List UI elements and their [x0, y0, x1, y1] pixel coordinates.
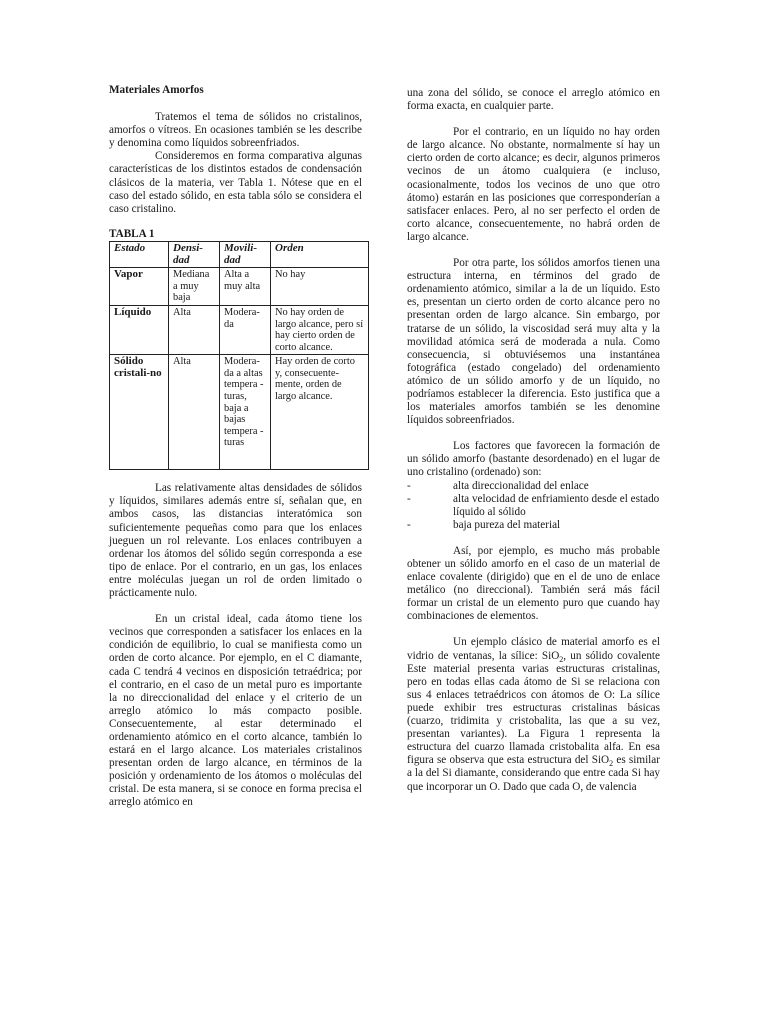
paragraph-ideal-crystal: En un cristal ideal, cada átomo tiene los vecinos que corresponden a satisfacer los enlaces en la condición de equilibrio, lo cual se manifiesta como un orden de corto alcance. Por ejemplo, en el C diamante, cada C tendrá 4 vecinos en disposición tetraédrica; por el contrario, en el caso de un metal puro es importante la no direccionalidad del enlace y el criterio de un arreglo atómico lo más compacto posible. Consecuentemente, al estar determinado el ordenamiento atómico en el corto alcance, también lo estará en el largo alcance. Los materiales cristalinos presentan orden de largo alcance, en términos de la posición y ordenamiento de los átomos o moléculas del cristal. De esta manera, si se conoce en forma precisa el arreglo atómico en: [109, 613, 362, 809]
paragraph-example: Así, por ejemplo, es mucho más probable obtener un sólido amorfo en el caso de un material de enlace covalente (dirigido) que en el de uno de enlace metálico (no direccional). También será más fácil formar un cristal de un elemento puro que cuando hay combinaciones de elementos.: [407, 544, 660, 623]
table-header-cell: Orden: [271, 241, 369, 267]
table-header-cell: Estado: [110, 241, 169, 267]
list-dash: -: [407, 492, 411, 505]
table-cell: Sólido cristali-no: [110, 355, 169, 470]
table-row: [110, 268, 369, 306]
table-cell: Hay orden de corto y, consecuente-mente, orden de largo alcance.: [271, 355, 369, 470]
table-cell: Modera-da: [220, 305, 271, 354]
table-cell: No hay: [271, 268, 369, 306]
table-row: [110, 305, 369, 354]
table-cell: Vapor: [110, 268, 169, 306]
table-header-row: [110, 241, 369, 267]
list-dash: -: [407, 479, 411, 492]
list-dash: -: [407, 518, 411, 531]
paragraph-densities: Las relativamente altas densidades de sólidos y líquidos, similares además entre sí, señalan que, en ambos casos, las distancias interatómica son suficientemente pequeñas como para que los enlaces jueguen un rol relevante. Los enlaces contribuyen a ordenar los átomos del sólido según corresponda a ese tipo de enlace. Por el contrario, en un gas, los enlaces entre moléculas juegan un rol de orden limitado o prácticamente nulo.: [109, 482, 362, 600]
table-cell: Mediana a muy baja: [169, 268, 220, 306]
paragraph-factors: Los factores que favorecen la formación de un sólido amorfo (bastante desordenado) en el lugar de uno cristalino (ordenado) son:: [407, 440, 660, 479]
section-title: Materiales Amorfos: [109, 84, 204, 96]
table-cell: Alta: [169, 305, 220, 354]
paragraph-liquid: Por el contrario, en un líquido no hay orden de largo alcance. No obstante, normalmente sí hay un cierto orden de corto alcance; es decir, algunos primeros vecinos de un átomo cualquiera (e incluso, ocasionalmente, todos los vecinos de uno que otro átomo) estarán en las posiciones que corresponderían a satisfacer enlaces. Pero, al no ser perfecto el orden de corto alcance, consecuentemente, no habrá orden de largo alcance.: [407, 126, 660, 243]
paragraph-intro: Tratemos el tema de sólidos no cristalinos, amorfos o vítreos. En ocasiones también se les describe y denomina como líquidos sobreenfriados.: [109, 111, 362, 150]
table-header-cell: Movili-dad: [220, 241, 271, 267]
paragraph-comparison: Consideremos en forma comparativa algunas características de los distintos estados de condensación clásicos de la materia, ver Tabla 1. Nótese que en el caso del estado sólido, en esta tabla sólo se considera el caso cristalino.: [109, 150, 362, 215]
table-cell: Alta: [169, 355, 220, 470]
list-item: - alta velocidad de enfriamiento desde el estado líquido al sólido: [407, 492, 660, 518]
states-table: [109, 241, 369, 470]
factors-list: [407, 480, 660, 532]
right-column: [407, 87, 660, 794]
table-header-cell: Densi-dad: [169, 241, 220, 267]
left-column: [109, 84, 362, 810]
paragraph-amorphous: Por otra parte, los sólidos amorfos tienen una estructura interna, en términos del grado de ordenamiento atómico, similar a la de un líquido. Esto es, presentan un cierto orden de corto alcance pero no presentan orden de largo alcance. Sin embargo, por tratarse de un sólido, la viscosidad será muy alta y la movilidad atómica será de moderada a nula. Como consecuencia, si obtuviésemos una instantánea fotográfica (estado congelado) del ordenamiento atómico de un sólido amorfo y de un líquido, no podríamos establecer la diferencia. Esto justifica que a los materiales amorfos también se les denomine líquidos sobreenfriados.: [407, 257, 660, 427]
list-item: - baja pureza del material: [407, 518, 561, 531]
list-item: - alta direccionalidad del enlace: [407, 479, 589, 492]
table-row: [110, 355, 369, 470]
table-cell: Modera-da a altas tempera - turas, baja a bajas tempera -turas: [220, 355, 271, 470]
table-cell: No hay orden de largo alcance, pero sí hay cierto orden de corto alcance.: [271, 305, 369, 354]
table-cell: Líquido: [110, 305, 169, 354]
table-cell: Alta a muy alta: [220, 268, 271, 306]
paragraph-silica: Un ejemplo clásico de material amorfo es el vidrio de ventanas, la sílice: SiO$_2$, un sólido covalente Este material presenta varias estructuras cristalinas, pero en todas ellas cada átomo de Si se relaciona con sus 4 enlaces tetraédricos con átomos de O: La sílice puede exhibir tres estructuras cristalinas básicas (cuarzo, tridimita y cristobalita, las que a su vez, presentan variantes). La Figura 1 representa la estructura del cuarzo llamada cristobalita alfa. En esa figura se observa que esta estructura del SiO$_2$ es similar a la del Si diamante, considerando que entre cada Si hay que incorporar un O. Dado que cada O, de valencia: [407, 636, 660, 793]
table-title: TABLA 1: [109, 227, 155, 240]
paragraph-continuation: una zona del sólido, se conoce el arreglo atómico en forma exacta, en cualquier parte.: [407, 87, 660, 113]
